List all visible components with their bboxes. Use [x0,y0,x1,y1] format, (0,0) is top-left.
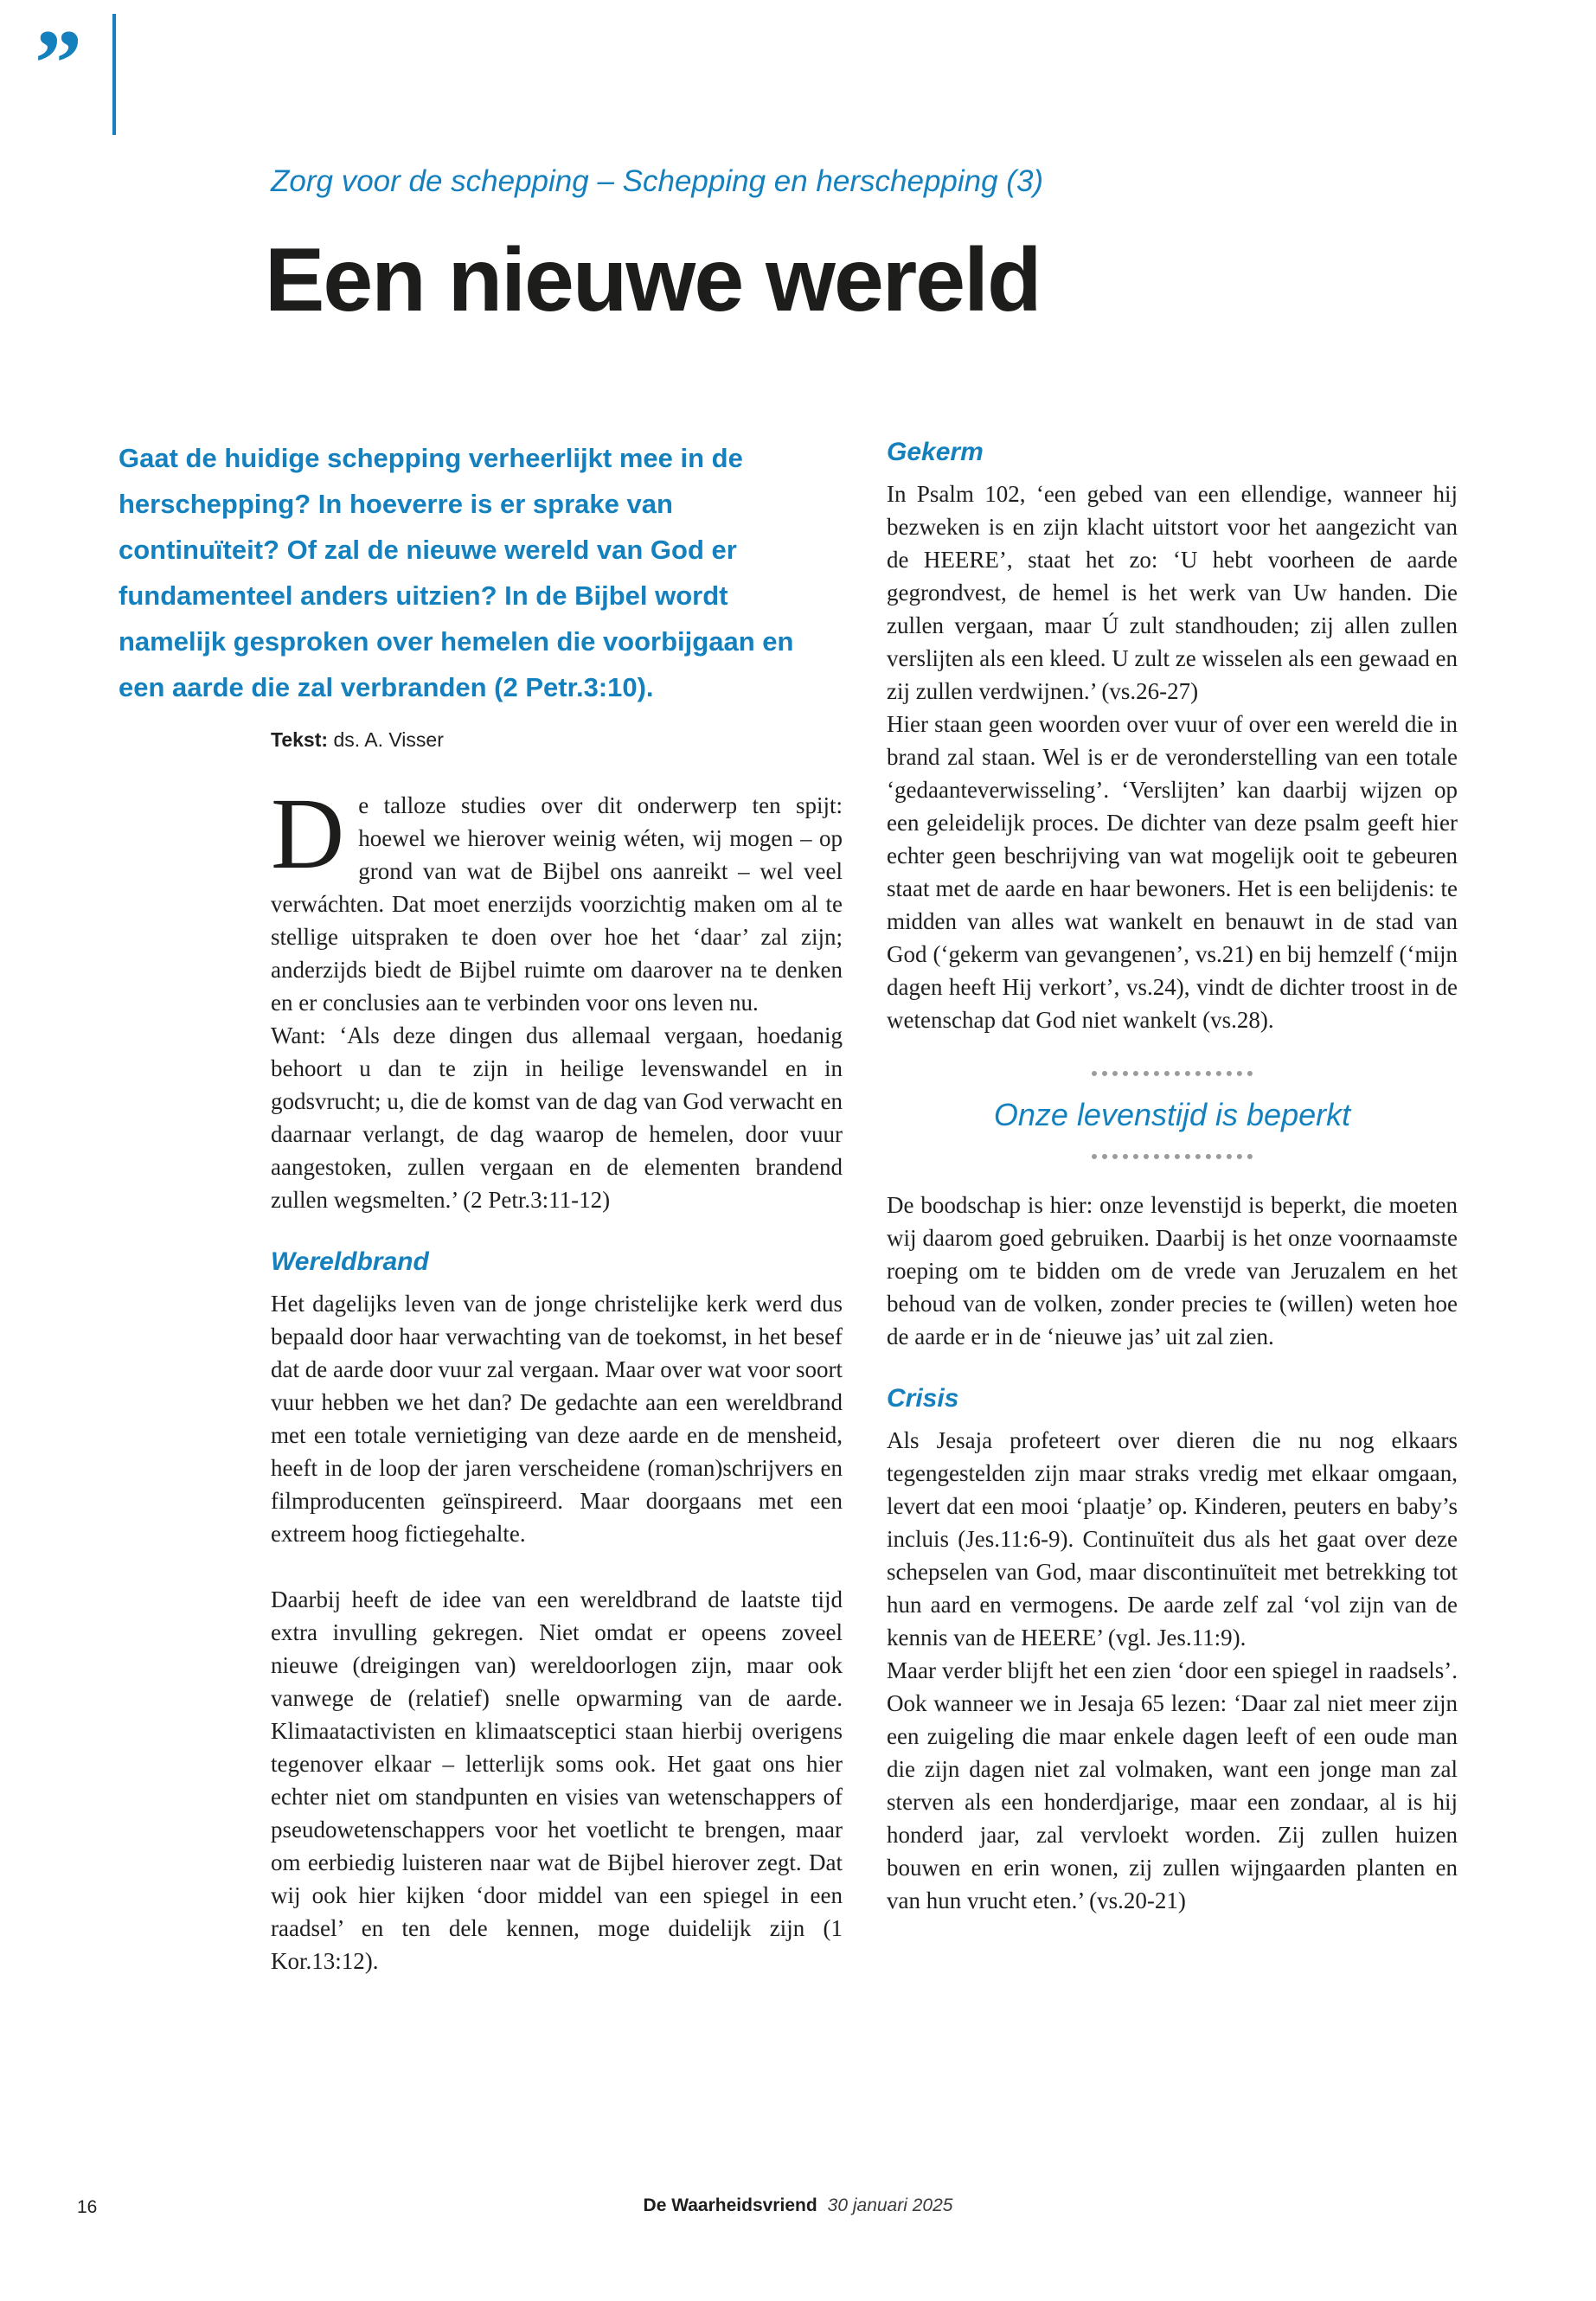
byline-label: Tekst: [271,728,329,751]
body-paragraph: De boodschap is hier: onze levenstijd is beperkt, die moeten wij daarom goed gebruiken. Daarbij is het onze voornaamste roeping om te bidden om de vrede van Jeruzalem en het behoud van de volken, zonder precies te (willen) weten hoe de aarde er in de ‘nieuwe jas’ uit zal zien. [887,1192,1458,1349]
byline-author: ds. A. Visser [333,728,444,751]
footer-brand: De Waarheidsvriend [643,2195,817,2215]
body-paragraph: In Psalm 102, ‘een gebed van een ellendige, wanneer hij bezweken is en zijn klacht uitstort voor het aangezicht van de HEERE’, staat het zo: ‘U hebt voorheen de aarde gegrondvest, de hemel is het werk van Uw handen. Die zullen vergaan, maar Ú zult standhouden; zij allen zullen verslijten als een kleed. U zult ze wisselen als een gewaad en zij zullen verdwijnen.’ (vs.26-27) [887,481,1458,704]
section-heading-gekerm: Gekerm [887,438,984,466]
body-paragraph: Daarbij heeft de idee van een wereldbrand de laatste tijd extra invulling gekregen. Niet omdat er opeens zoveel nieuwe (dreigingen van) wereldoorlogen zijn, maar ook vanwege de (relatief) snelle opwarming van de aarde. Klimaatactivisten en klimaatsceptici staan hierbij overigens tegenover elkaar – letterlijk soms ook. Het gaat ons hier echter niet om standpunten en visies van wetenschappers of pseudowetenschappers voor het voetlicht te brengen, maar om eerbiedig luisteren naar wat de Bijbel hierover zegt. Dat wij ook hier kijken ‘door middel van een spiegel in een raadsel’ en ten dele kennen, moge duidelijk zijn (1 Kor.13:12). [271,1586,843,1974]
page-number: 16 [77,2197,98,2217]
dotted-separator [1092,1071,1253,1076]
pull-quote: Onze levenstijd is beperkt [993,1097,1351,1132]
corner-rule [112,14,116,135]
pull-quote-block [887,1071,1458,1159]
dotted-separator [1092,1154,1253,1159]
body-paragraph: Hier staan geen woorden over vuur of over een wereld die in brand zal staan. Wel is er de veronderstelling van een totale ‘gedaanteverwisseling’. ‘Verslijten’ kan daarbij wijzen op een geleidelijk proces. De dichter van deze psalm geeft hier echter geen beschrijving van wat mogelijk ooit te gebeuren staat met de aarde en haar bewoners. Het is een belijdenis: te midden van alles wat wankelt en benauwt in de stad van God (‘gekerm van gevangenen’, vs.21) en bij hemzelf (‘mijn dagen heeft Hij verkort’, vs.24), vindt de dichter troost in de wetenschap dat God niet wankelt (vs.28). [887,711,1458,1033]
article-title: Een nieuwe wereld [265,230,1041,330]
page-footer [0,2195,1596,2230]
section-heading-wereldbrand: Wereldbrand [271,1247,429,1276]
body-paragraph: Want: ‘Als deze dingen dus allemaal vergaan, hoedanig behoort u dan te zijn in heilige levenswandel en in godsvrucht; u, die de komst van de dag van God verwacht en daarnaar verlangt, de dag waarop de hemelen, door vuur aangestoken, zullen vergaan en de elementen brandend zullen wegsmelten.’ (2 Petr.3:11-12) [271,1022,843,1213]
section-heading-crisis: Crisis [887,1384,959,1413]
quote-mark-decoration: ” [35,10,82,116]
drop-cap: D [271,777,345,890]
paragraph-text: e talloze studies over dit onderwerp ten spijt: hoewel we hierover weinig wéten, wij mogen – op grond van wat de Bijbel ons aanreikt – wel veel verwáchten. Dat moet enerzijds voorzichtig maken om al te stellige uitspraken te doen over hoe het ‘daar’ zal zijn; anderzijds biedt de Bijbel ruimte om daarover na te denken en er conclusies aan te verbinden voor ons leven nu. [271,792,843,1016]
body-paragraph: Het dagelijks leven van de jonge christelijke kerk werd dus bepaald door haar verwachting van de toekomst, in het besef dat de aarde door vuur zal vergaan. Maar over wat voor soort vuur hebben we het dan? De gedachte aan een wereldbrand met een totale vernietiging van deze aarde en de mensheid, heeft in de loop der jaren verscheidene (roman)schrijvers en filmproducenten geïnspireerd. Maar doorgaans met een extreem hoog fictiegehalte. [271,1291,843,1547]
footer-center [0,2195,1596,2216]
article-kicker: Zorg voor de schepping – Schepping en herschepping (3) [271,164,1044,198]
body-paragraph: Maar verder blijft het een zien ‘door een spiegel in raadsels’. Ook wanneer we in Jesaja 65 lezen: ‘Daar zal niet meer zijn een zuigeling die maar enkele dagen leeft of een oude man die zijn dagen niet zal volmaken, want een jonge man zal sterven als een honderdjarige, maar een zondaar, al is hij honderd jaar, zal vervloekt worden. Zij zullen huizen bouwen en erin wonen, zij zullen wijngaarden planten en van hun vrucht eten.’ (vs.20-21) [887,1657,1458,1913]
byline [271,728,444,752]
left-column [271,777,843,1977]
right-column [887,438,1458,1917]
footer-date: 30 januari 2025 [827,2195,953,2215]
article-intro: Gaat de huidige schepping verheerlijkt mee in de herschepping? In hoeverre is er sprake van continuïteit? Of zal de nieuwe wereld van God er fundamenteel anders uitzien? In de Bijbel wordt namelijk gesproken over hemelen die voorbijgaan en een aarde die zal verbranden (2 Petr.3:10). [119,443,794,702]
body-paragraph: Als Jesaja profeteert over dieren die nu nog elkaars tegengestelden zijn maar straks vredig met elkaar omgaan, levert dat een mooi ‘plaatje’ op. Kinderen, peuters en baby’s incluis (Jes.11:6-9). Continuïteit dus als het gaat over deze schepselen van God, maar discontinuïteit met betrekking tot hun aard en vermogens. De aarde zelf zal ‘vol zijn van de kennis van de HEERE’ (vgl. Jes.11:9). [887,1427,1458,1650]
body-paragraph [271,777,843,1019]
